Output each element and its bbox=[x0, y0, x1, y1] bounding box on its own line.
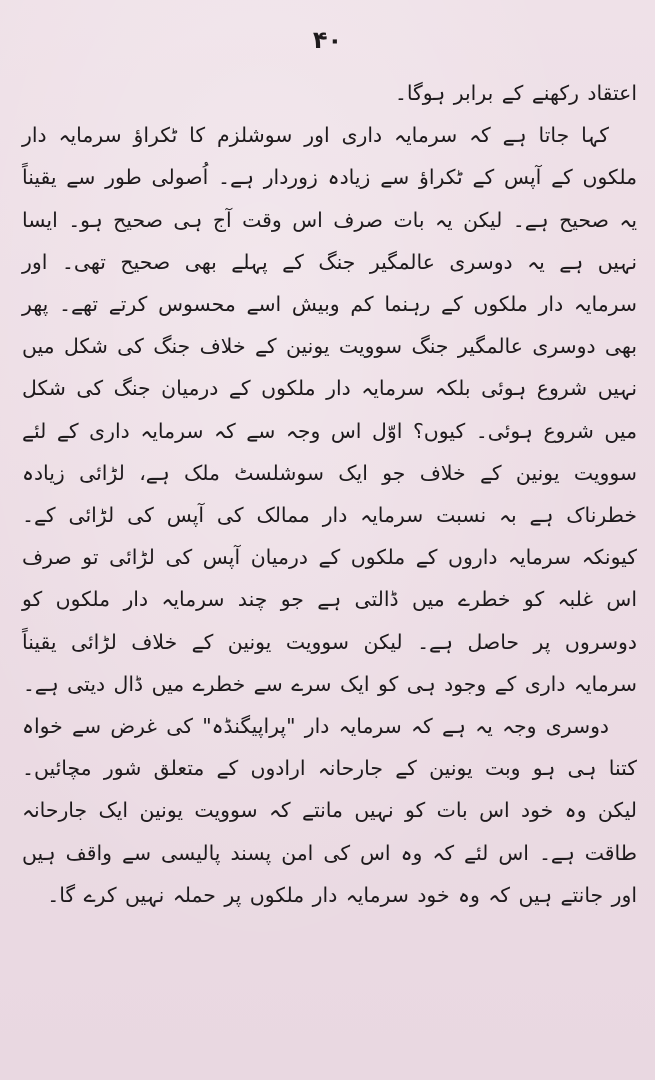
paragraph-continuation: اعتقاد رکھنے کے برابر ہوگا۔ bbox=[394, 81, 637, 105]
paragraph-second-reason: دوسری وجہ یہ ہے کہ سرمایہ دار "پراپیگنڈہ" کی غرض سے خواہ کتنا ہی ہو وبت یونین کے جارحانہ ارادوں کے متعلق شور مچائیں۔ لیکن وہ خود اس بات کو نہیں مانتے کہ سوویت یونین ایک جارحانہ طاقت ہے۔ اس لئے کہ وہ اس کی امن پسند پالیسی سے واقف ہیں اور جانتے ہیں کہ وہ خود سرمایہ دار ملکوں پر حملہ نہیں کرے گا۔ bbox=[22, 714, 637, 907]
page-body-text bbox=[22, 72, 637, 916]
page-number: ۴۰ bbox=[312, 26, 343, 54]
paragraph-capitalism-vs-socialism: کہا جاتا ہے کہ سرمایہ داری اور سوشلزم کا ٹکراؤ سرمایہ دار ملکوں کے آپس کے ٹکراؤ سے زیادہ زوردار ہے۔ اُصولی طور سے یقیناً یہ صحیح ہے۔ لیکن یہ بات صرف اس وقت آج ہی صحیح ہو۔ ایسا نہیں ہے یہ دوسری عالمگیر جنگ کے پہلے بھی صحیح تھی۔ اور سرمایہ دار ملکوں کے رہنما کم وبیش اسے محسوس کرتے تھے۔ پھر بھی دوسری عالمگیر جنگ سوویت یونین کے خلاف جنگ کی شکل میں نہیں شروع ہوئی بلکہ سرمایہ دار ملکوں کے درمیان جنگ کی شکل میں شروع ہوئی۔ کیوں؟ اوّل اس وجہ سے کہ سرمایہ داری کے لئے سوویت یونین کے خلاف جو ایک سوشلسٹ ملک ہے، لڑائی زیادہ خطرناک ہے بہ نسبت سرمایہ دار ممالک کی آپس کی لڑائی کے۔ کیونکہ سرمایہ داروں کے ملکوں کے درمیان آپس کی لڑائی تو صرف اس غلبہ کو خطرے میں ڈالتی ہے جو چند سرمایہ دار ملکوں کو دوسروں پر حاصل ہے۔ لیکن سوویت یونین کے خلاف لڑائی یقیناً سرمایہ داری کے وجود ہی کو ایک سرے سے خطرے میں ڈال دیتی ہے۔ bbox=[22, 123, 637, 696]
